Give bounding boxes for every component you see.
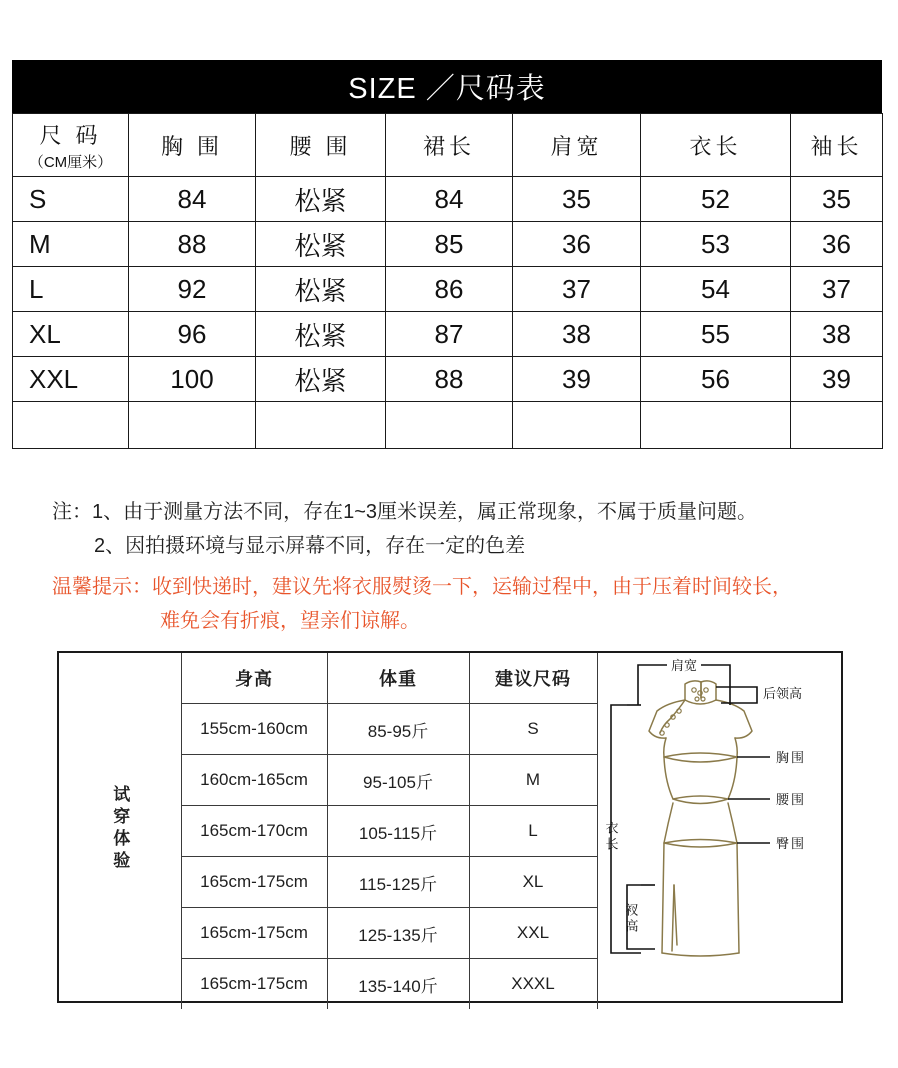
fit-cell-weight: 95-105斤 bbox=[327, 755, 469, 806]
fit-cell-size: XL bbox=[469, 857, 597, 908]
cell-size: L bbox=[13, 267, 129, 312]
size-banner-title: SIZE ／尺码表 bbox=[348, 73, 546, 105]
size-banner bbox=[12, 60, 882, 113]
fit-cell-weight: 115-125斤 bbox=[327, 857, 469, 908]
fit-header-height: 身高 bbox=[181, 653, 327, 704]
cell-sleeve: 39 bbox=[791, 357, 883, 402]
cell-empty bbox=[513, 402, 641, 449]
fitting-experience-label bbox=[59, 653, 181, 1009]
cell-waist: 松紧 bbox=[256, 267, 386, 312]
qipao-measurement-diagram bbox=[597, 653, 843, 1003]
cell-empty bbox=[641, 402, 791, 449]
cell-waist: 松紧 bbox=[256, 177, 386, 222]
cell-shoulder: 38 bbox=[513, 312, 641, 357]
frog-button-icon bbox=[660, 688, 708, 735]
cell-garment-length: 53 bbox=[641, 222, 791, 267]
header-cell-garment-length: 衣长 bbox=[641, 114, 791, 177]
fit-header-size: 建议尺码 bbox=[469, 653, 597, 704]
fit-cell-weight: 85-95斤 bbox=[327, 704, 469, 755]
note-line-2: 2、因拍摄环境与显示屏幕不同，存在一定的色差 bbox=[94, 535, 526, 557]
tip-line-2: 难免会有折痕，望亲们谅解。 bbox=[160, 610, 420, 632]
label-hip: 臀围 bbox=[776, 836, 807, 851]
cell-size: M bbox=[13, 222, 129, 267]
table-row bbox=[13, 312, 883, 357]
table-row bbox=[13, 267, 883, 312]
measurement-notes bbox=[52, 495, 852, 563]
cell-shoulder: 39 bbox=[513, 357, 641, 402]
cell-empty bbox=[386, 402, 513, 449]
fit-cell-size: S bbox=[469, 704, 597, 755]
size-chart-table bbox=[12, 113, 883, 449]
cell-skirt-length: 85 bbox=[386, 222, 513, 267]
label-back-collar-height: 后领高 bbox=[763, 686, 803, 701]
cell-waist: 松紧 bbox=[256, 222, 386, 267]
header-size-main: 尺 码 bbox=[39, 122, 102, 148]
tip-line-1: 温馨提示：收到快递时，建议先将衣服熨烫一下，运输过程中，由于压着时间较长， bbox=[52, 576, 792, 598]
cell-garment-length: 52 bbox=[641, 177, 791, 222]
table-row-empty bbox=[13, 402, 883, 449]
fit-cell-height: 165cm-175cm bbox=[181, 959, 327, 1010]
cell-sleeve: 38 bbox=[791, 312, 883, 357]
note-line-1: 注：1、由于测量方法不同，存在1~3厘米误差，属正常现象，不属于质量问题。 bbox=[52, 501, 758, 523]
size-table-header-row bbox=[13, 114, 883, 177]
fit-cell-weight: 105-115斤 bbox=[327, 806, 469, 857]
qipao-diagram-svg bbox=[597, 653, 843, 1003]
fit-cell-size: XXL bbox=[469, 908, 597, 959]
fit-cell-size: XXXL bbox=[469, 959, 597, 1010]
fit-header-weight: 体重 bbox=[327, 653, 469, 704]
warm-tip bbox=[52, 570, 857, 638]
fit-cell-size: M bbox=[469, 755, 597, 806]
cell-sleeve: 36 bbox=[791, 222, 883, 267]
cell-size: XL bbox=[13, 312, 129, 357]
fitting-recommendation-table bbox=[59, 653, 598, 1009]
header-cell-sleeve: 袖长 bbox=[791, 114, 883, 177]
fit-cell-height: 165cm-170cm bbox=[181, 806, 327, 857]
fit-cell-size: L bbox=[469, 806, 597, 857]
table-row bbox=[13, 177, 883, 222]
header-size-sub: （CM厘米） bbox=[28, 153, 113, 171]
cell-garment-length: 54 bbox=[641, 267, 791, 312]
label-bust: 胸围 bbox=[776, 750, 807, 765]
header-cell-shoulder: 肩宽 bbox=[513, 114, 641, 177]
cell-empty bbox=[791, 402, 883, 449]
cell-size: XXL bbox=[13, 357, 129, 402]
cell-garment-length: 55 bbox=[641, 312, 791, 357]
fit-cell-height: 165cm-175cm bbox=[181, 908, 327, 959]
cell-sleeve: 35 bbox=[791, 177, 883, 222]
cell-sleeve: 37 bbox=[791, 267, 883, 312]
cell-bust: 92 bbox=[129, 267, 256, 312]
label-shoulder-width: 肩宽 bbox=[670, 658, 698, 673]
cell-skirt-length: 86 bbox=[386, 267, 513, 312]
fit-cell-weight: 135-140斤 bbox=[327, 959, 469, 1010]
cell-empty bbox=[13, 402, 129, 449]
cell-empty bbox=[129, 402, 256, 449]
cell-bust: 88 bbox=[129, 222, 256, 267]
fit-cell-height: 160cm-165cm bbox=[181, 755, 327, 806]
cell-shoulder: 36 bbox=[513, 222, 641, 267]
cell-skirt-length: 87 bbox=[386, 312, 513, 357]
cell-waist: 松紧 bbox=[256, 312, 386, 357]
fit-cell-height: 155cm-160cm bbox=[181, 704, 327, 755]
table-row bbox=[13, 357, 883, 402]
header-cell-size bbox=[13, 114, 129, 177]
cell-bust: 96 bbox=[129, 312, 256, 357]
cell-garment-length: 56 bbox=[641, 357, 791, 402]
fitting-experience-label-text: 试穿体验 bbox=[110, 784, 130, 873]
header-cell-bust: 胸 围 bbox=[129, 114, 256, 177]
header-cell-skirt-length: 裙长 bbox=[386, 114, 513, 177]
label-slit-height: 衩高 bbox=[623, 903, 639, 935]
fitting-experience-section bbox=[57, 651, 843, 1003]
cell-shoulder: 35 bbox=[513, 177, 641, 222]
cell-waist: 松紧 bbox=[256, 357, 386, 402]
table-row bbox=[13, 222, 883, 267]
fit-header-row bbox=[59, 653, 597, 704]
fit-cell-weight: 125-135斤 bbox=[327, 908, 469, 959]
cell-bust: 84 bbox=[129, 177, 256, 222]
cell-size: S bbox=[13, 177, 129, 222]
cell-bust: 100 bbox=[129, 357, 256, 402]
fit-cell-height: 165cm-175cm bbox=[181, 857, 327, 908]
cell-shoulder: 37 bbox=[513, 267, 641, 312]
label-garment-length: 衣长 bbox=[603, 821, 619, 853]
header-cell-waist: 腰 围 bbox=[256, 114, 386, 177]
cell-skirt-length: 84 bbox=[386, 177, 513, 222]
dress-outline bbox=[649, 681, 752, 956]
cell-empty bbox=[256, 402, 386, 449]
label-waist: 腰围 bbox=[776, 792, 807, 807]
cell-skirt-length: 88 bbox=[386, 357, 513, 402]
